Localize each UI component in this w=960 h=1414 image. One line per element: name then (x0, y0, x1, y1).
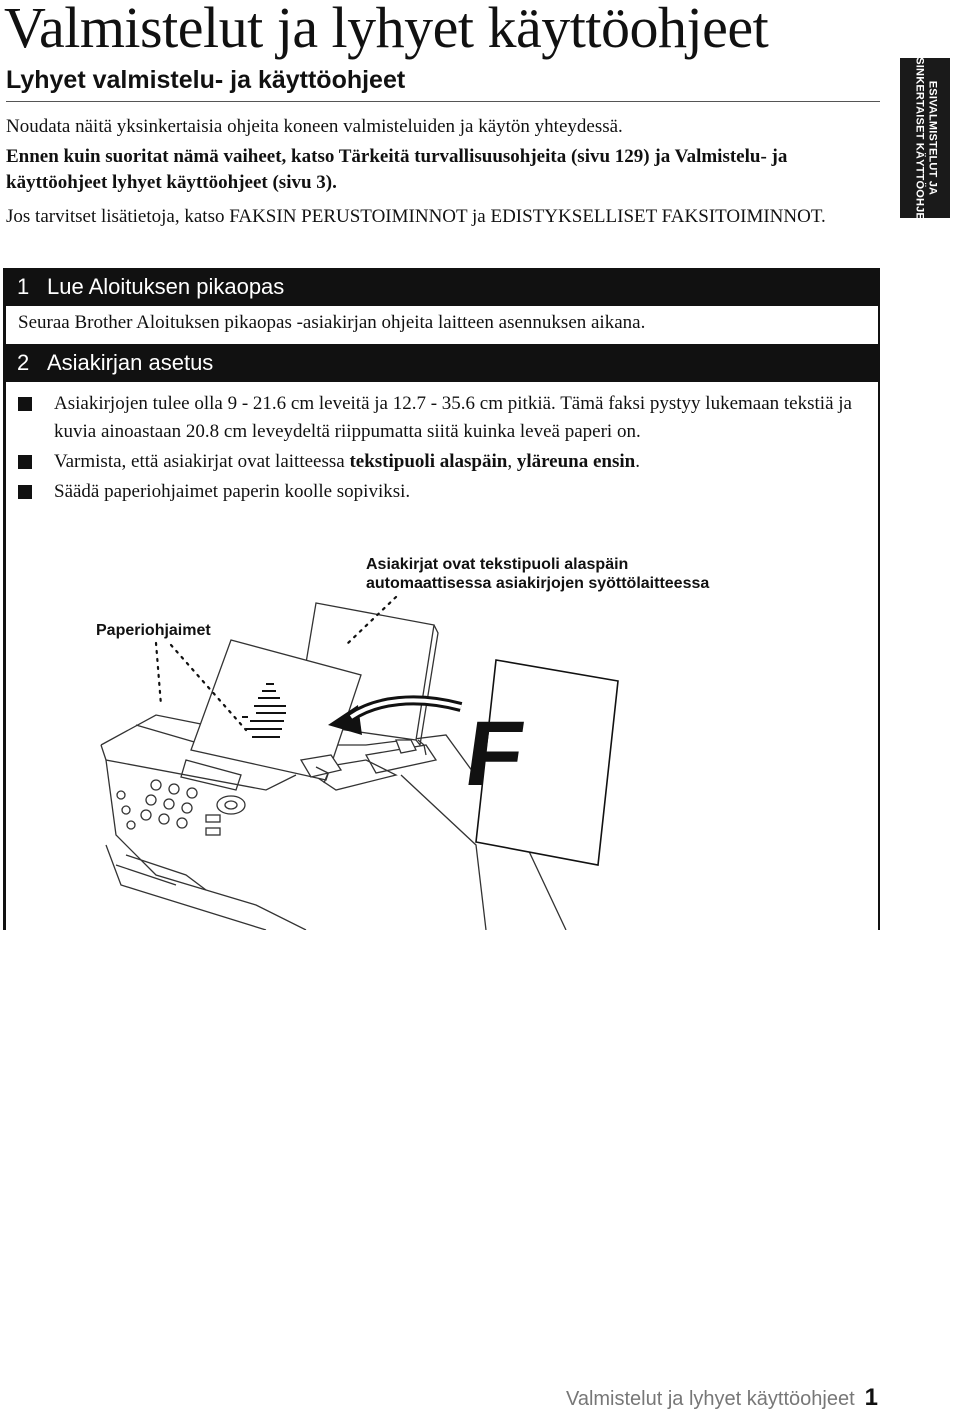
document-sheet-icon (459, 660, 618, 865)
list-item (18, 390, 876, 446)
section-subtitle: Lyhyet valmistelu- ja käyttöohjeet (6, 66, 880, 102)
page-number: 1 (864, 1384, 878, 1411)
callout-feeder-line-2: automaattisessa asiakirjojen syöttölaitteessa (366, 575, 710, 592)
callout-feeder (366, 555, 709, 593)
document-loading-illustration (6, 545, 876, 930)
step-2-title: Asiakirjan asetus (47, 350, 214, 375)
list-item (18, 478, 876, 506)
bullet-emphasis-face-down: tekstipuoli alaspäin (349, 451, 508, 472)
bullet-square-icon (18, 485, 32, 499)
step-2-bullet-list (18, 390, 876, 508)
bullet-text-post: . (635, 451, 640, 472)
intro-paragraph-2: Ennen kuin suoritat nämä vaiheet, katso Tärkeitä turvallisuusohjeita (sivu 129) ja Valmistelu- ja käyttöohjeet lyhyet käyttöohjeet (sivu 3). (6, 146, 788, 193)
step-1-header (3, 268, 880, 306)
callout-feeder-line-1: Asiakirjat ovat tekstipuoli alaspäin (366, 556, 629, 573)
step-1-number: 1 (17, 274, 30, 299)
fax-machine-icon (6, 545, 876, 930)
step-2-number: 2 (17, 350, 30, 375)
bullet-text: Säädä paperiohjaimet paperin koolle sopiviksi. (54, 481, 411, 502)
side-tab-line-2: YKSINKERTAISET KÄYTTÖOHJEET (913, 41, 926, 235)
bullet-text-pre: Varmista, että asiakirjat ovat laitteessa (54, 451, 350, 472)
bullet-emphasis-top-edge: yläreuna ensin (516, 451, 636, 472)
list-item (18, 448, 876, 476)
side-tab-line-1: ESIVALMISTELUT JA (926, 80, 939, 196)
bullet-square-icon (18, 455, 32, 469)
bullet-text-mid: , (507, 451, 517, 472)
page-footer (566, 1384, 878, 1412)
intro-text (6, 114, 886, 234)
chapter-side-tab (900, 41, 950, 235)
step-1-title: Lue Aloituksen pikaopas (47, 274, 285, 299)
step-1-text: Seuraa Brother Aloituksen pikaopas -asiakirjan ohjeita laitteen asennuksen aikana. (18, 312, 646, 333)
intro-paragraph-1: Noudata näitä yksinkertaisia ohjeita koneen valmisteluiden ja käytön yhteydessä. (6, 116, 623, 137)
page-title: Valmistelut ja lyhyet käyttöohjeet (4, 0, 769, 60)
bullet-text: Asiakirjojen tulee olla 9 - 21.6 cm leveitä ja 12.7 - 35.6 cm pitkiä. Tämä faksi pystyy lukemaan tekstiä ja kuvia ainoastaan 20.8 cm leveydeltä riippumatta siitä kuinka leveä paperi on. (54, 393, 852, 442)
intro-paragraph-3: Jos tarvitset lisätietoja, katso FAKSIN PERUSTOIMINNOT ja EDISTYKSELLISET FAKSITOIMINNOT. (6, 206, 826, 227)
sheet-letter: F (459, 701, 531, 805)
footer-title: Valmistelut ja lyhyet käyttöohjeet (565, 1388, 855, 1410)
step-2-header (3, 344, 880, 382)
callout-paper-guides: Paperiohjaimet (96, 622, 211, 639)
bullet-square-icon (18, 397, 32, 411)
